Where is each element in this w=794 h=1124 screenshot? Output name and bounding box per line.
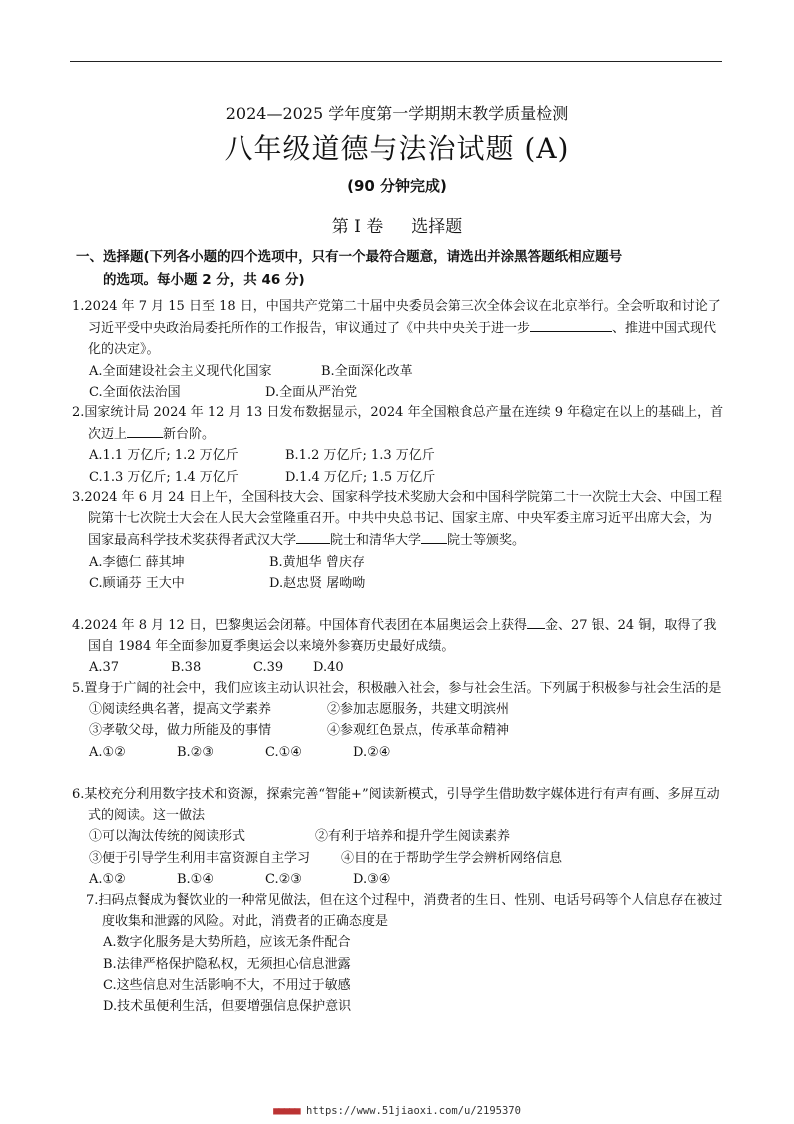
question-6: [72, 784, 724, 890]
option-d: D.全面从严治党: [265, 384, 358, 400]
question-stem: 1.2024 年 7 月 15 日至 18 日，中国共产党第二十届中央委员会第三次全体会议在北京举行。全会听取和讨论了习近平受中央政治局委托所作的工作报告，审议通过了《中共中央关于进一步 、推进中国式现代化的决定》。: [72, 299, 721, 358]
option-d: D.40: [313, 660, 344, 676]
exam-title: 八年级道德与法治试题 (A): [224, 132, 570, 165]
option-d: D.②④: [353, 744, 391, 760]
statements-row: [72, 699, 724, 720]
option-a: A.全面建设社会主义现代化国家: [89, 363, 272, 379]
instructions-line-1: 一、选择题(下列各小题的四个选项中，只有一个最符合题意，请选出并涂黑答题纸相应题号: [76, 249, 623, 265]
option-d: D.技术虽便利生活，但要增强信息保护意识: [103, 999, 352, 1015]
question-1: [72, 296, 724, 403]
question-stem: 6.某校充分利用数字技术和资源，探索完善“智能+”阅读新模式，引导学生借助数字媒体进行有声有画、多屏互动式的阅读。这一做法: [72, 787, 720, 824]
option-d: D.1.4 万亿斤; 1.5 万亿斤: [285, 469, 436, 485]
options-row: [72, 552, 724, 573]
answer-blank: [296, 529, 330, 544]
option-b: B.1.2 万亿斤; 1.3 万亿斤: [285, 448, 435, 464]
option-a: A.1.1 万亿斤; 1.2 万亿斤: [89, 448, 239, 464]
options-row: [72, 467, 724, 488]
answer-blank: [530, 317, 612, 332]
statements-row: [72, 720, 724, 741]
options-row: [72, 742, 724, 763]
option-c: C.①④: [265, 744, 302, 760]
option-c: C.1.3 万亿斤; 1.4 万亿斤: [89, 469, 239, 485]
statement-1: ①阅读经典名著，提高文学素养: [89, 702, 272, 718]
option-b: B.38: [171, 660, 202, 676]
option-d: D.③④: [353, 871, 391, 887]
statements-row: [72, 826, 724, 847]
question-5: [72, 678, 724, 763]
options-row: [72, 361, 724, 382]
option-d: D.赵忠贤 屠呦呦: [269, 575, 366, 591]
question-7: [86, 890, 724, 1017]
question-4: [72, 614, 724, 679]
question-stem: 4.2024 年 8 月 12 日，巴黎奥运会闭幕。中国体育代表团在本届奥运会上获得 金、27 银、24 铜，取得了我国自 1984 年全面参加夏季奥运会以来境外参赛历史最好成绩。: [72, 614, 724, 657]
exam-duration: (90 分钟完成): [347, 177, 447, 195]
options-row: [72, 573, 724, 594]
option-a: A.①②: [89, 871, 126, 887]
answer-blank: [127, 423, 163, 438]
question-stem: 5.置身于广阔的社会中，我们应该主动认识社会，积极融入社会，参与社会生活。下列属于积极参与社会生活的是: [72, 681, 722, 696]
question-stem: 3.2024 年 6 月 24 日上午，全国科技大会、国家科学技术奖励大会和中国科学院第二十一次院士大会、中国工程院第十七次院士大会在人民大会堂隆重召开。中共中央总书记、国家主席、中央军委主席习近平出席大会，为国家最高科学技术奖获得者武汉大学 院士和清华大学 院士等颁奖。: [72, 490, 722, 549]
option-c: C.顾诵芬 王大中: [89, 575, 185, 591]
question-2: [72, 402, 724, 488]
option-c: C.②③: [265, 871, 302, 887]
statements-row: [72, 848, 724, 869]
section-name: 选择题: [411, 217, 463, 237]
statement-2: ②参加志愿服务，共建文明滨州: [327, 702, 510, 718]
option-c: C.39: [253, 660, 284, 676]
footer-url[interactable]: https://www.51jiaoxi.com/u/2195370: [306, 1105, 521, 1117]
top-rule: [70, 61, 722, 62]
section-heading: [0, 212, 794, 237]
question-stem: 7.扫码点餐成为餐饮业的一种常见做法，但在这个过程中，消费者的生日、性别、电话号码等个人信息存在被过度收集和泄露的风险。对此，消费者的正确态度是: [86, 893, 723, 930]
answer-blank: [421, 529, 447, 544]
statement-1: ①可以淘汰传统的阅读形式: [89, 829, 246, 845]
option-c: C.全面依法治国: [89, 384, 181, 400]
option-a: A.①②: [89, 744, 126, 760]
footer: [0, 1105, 794, 1117]
option-c: C.这些信息对生活影响不大，不用过于敏感: [103, 977, 351, 993]
statement-4: ④参观红色景点，传承革命精神: [327, 723, 510, 739]
option-b: B.法律严格保护隐私权，无须担心信息泄露: [103, 956, 351, 972]
option-a: A.数字化服务是大势所趋，应该无条件配合: [103, 935, 351, 951]
statement-4: ④目的在于帮助学生学会辨析网络信息: [341, 850, 563, 866]
option-b: B.全面深化改革: [321, 363, 413, 379]
option-a: A.李德仁 薛其坤: [89, 554, 185, 570]
options-row: [72, 382, 724, 403]
exam-subtitle: 2024—2025 学年度第一学期期末教学质量检测: [225, 104, 569, 123]
options-row: [72, 657, 724, 678]
option-b: B.黄旭华 曾庆存: [269, 554, 365, 570]
statement-3: ③孝敬父母，做力所能及的事情: [89, 723, 272, 739]
option-a: A.37: [89, 660, 120, 676]
instructions-line-2: 的选项。每小题 2 分，共 46 分): [103, 272, 305, 288]
section-label: 第 I 卷: [331, 217, 384, 237]
option-b: B.①④: [177, 871, 214, 887]
answer-blank: [527, 614, 545, 629]
options-row: [72, 445, 724, 466]
statement-3: ③便于引导学生利用丰富资源自主学习: [89, 850, 311, 866]
instructions: [76, 246, 726, 292]
statement-2: ②有利于培养和提升学生阅读素养: [315, 829, 511, 845]
options-row: [72, 869, 724, 890]
option-b: B.②③: [177, 744, 214, 760]
question-stem: 2.国家统计局 2024 年 12 月 13 日发布数据显示，2024 年全国粮食总产量在连续 9 年稳定在以上的基础上，首次迈上 新台阶。: [72, 405, 724, 443]
question-3: [72, 487, 724, 594]
footer-watermark-mark: ■■■■■: [273, 1105, 300, 1117]
